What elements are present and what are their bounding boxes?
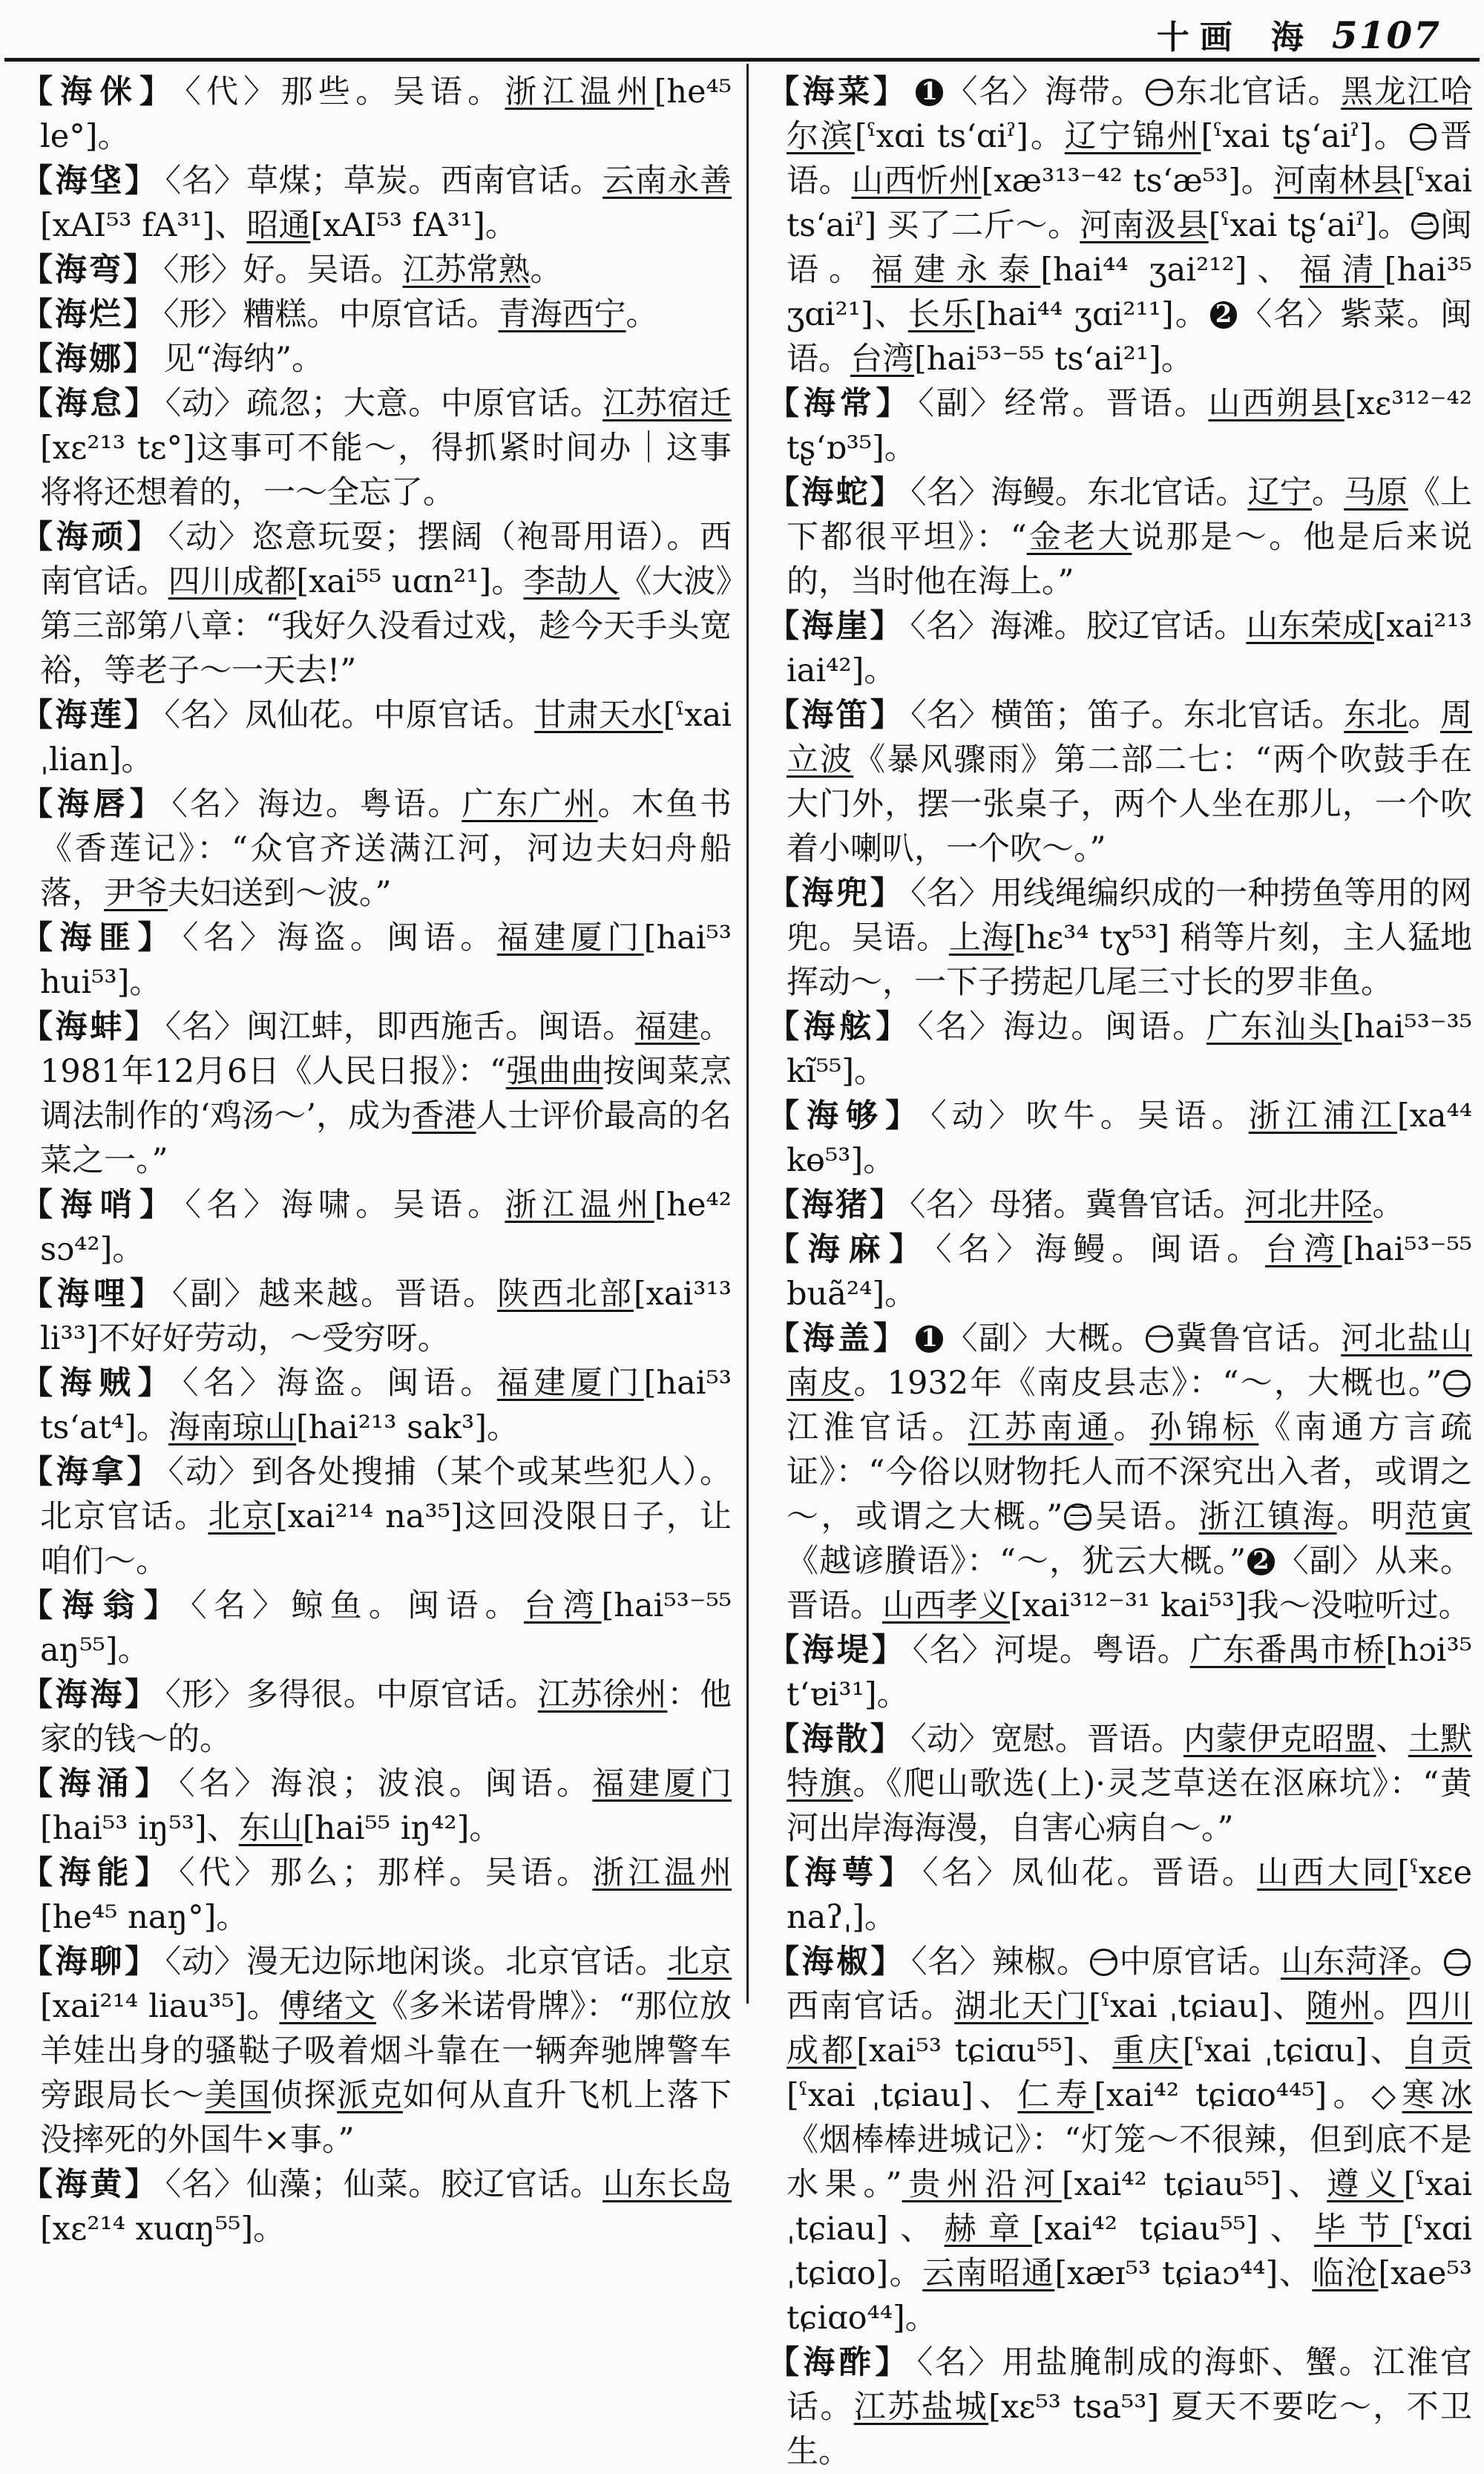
entry-text: [xæ³¹³⁻⁴² tsʻæ⁵³]。 [981,163,1274,200]
proper-name: 仁寿 [1017,2077,1094,2114]
entry-text: [hai⁵³ iŋ⁵³]、 [40,1810,239,1847]
entry-text: 江淮官话。 [787,1409,968,1446]
entry-headword: 【海涌】 [21,1765,173,1802]
entry-text: 《烟棒棒进城记》：“灯笼～不很辣，但到底不是水果。” [787,2122,1472,2203]
entry-text: 〈副〉经常。晋语。 [918,385,1209,422]
subsense-number: 三 [1064,1503,1091,1531]
radical-label: 海 [1270,19,1304,56]
entry-text: [hai⁵³⁻⁵⁵ tsʻai²¹]。 [914,341,1193,378]
proper-name: 台湾 [850,341,914,378]
proper-name: 四川成都 [168,563,297,600]
entry-headword: 【海蛇】 [767,474,905,511]
entry-text: 〈名〉河堤。粤语。 [912,1632,1190,1669]
proper-name: 金老大 [1026,519,1132,556]
dict-entry [21,1450,732,1584]
proper-name: 内蒙伊克昭盟 [1183,1721,1376,1758]
entry-headword: 【海翁】 [21,1587,186,1624]
dict-entry [767,693,1472,871]
entry-text: [ˤxai ˌtɕiau]、 [787,2077,1018,2114]
entry-headword: 【海莲】 [21,697,159,734]
entry-headword: 【海崖】 [767,608,904,645]
proper-name: 台湾 [523,1587,602,1624]
entry-headword: 【海散】 [767,1721,905,1758]
entry-text: [ˤxai tʂʻaiˀ]。 [1201,118,1408,155]
dict-entry [767,604,1472,693]
proper-name: 广东番禺市桥 [1189,1632,1386,1669]
dict-entry [21,1851,732,1940]
dict-entry [21,2162,732,2251]
entry-text: 《南通方言疏证》：“今俗以财物托人而不深究出入者，或谓之～，或谓之大概。” [787,1409,1473,1535]
dict-entry [21,1762,732,1851]
sense-number: 1 [916,79,943,106]
entry-text: 〈名〉海鳗。东北官话。 [910,474,1248,511]
dict-entry [767,1227,1472,1316]
entry-text: 西南官话。 [787,1988,955,2025]
entry-text: [xa⁴⁴ kɵ⁵³]。 [787,1097,1473,1179]
proper-name: 江苏常熟 [402,252,531,289]
proper-name: 范寅 [1405,1498,1473,1535]
entry-text: 夫妇送到～波。” [168,875,392,912]
dict-entry [21,1183,732,1272]
entry-text: 〈动〉疏忽；大意。中原官话。 [165,385,603,422]
proper-name: 山西忻州 [851,163,982,200]
entry-text: 。1981年12月6日《人民日报》：“ [40,1008,732,1090]
dict-entry [21,782,732,916]
entry-headword: 【海堤】 [767,1632,907,1669]
entry-text: 人士评价最高的名菜之一。” [40,1097,732,1179]
entry-text: 。 [530,252,562,289]
proper-name: 辽宁 [1247,474,1312,511]
entry-text: [hai⁵³ tsʻat⁴]。 [40,1365,732,1446]
entry-text: 〈形〉糟糕。中原官话。 [163,296,499,333]
proper-name: 赫章 [944,2211,1033,2248]
entry-text: 〈名〉凤仙花。晋语。 [922,1854,1258,1891]
entry-text: [hai⁵³ hui⁵³]。 [40,919,732,1001]
proper-name: 东北 [1344,697,1408,734]
proper-name: 辽宁锦州 [1064,118,1201,155]
proper-name: 福建厦门 [592,1765,732,1802]
entry-text: [ˤxai tsʻaiˀ] 买了二斤～。 [787,163,1473,244]
proper-name: 黑龙江哈尔滨 [787,73,1473,155]
entry-text: [hai⁴⁴ ʒai²¹²]、 [1040,252,1300,289]
proper-name: 云南昭通 [922,2255,1055,2292]
entry-text: 〈名〉母猪。冀鲁官话。 [910,1187,1245,1224]
proper-name: 江苏盐城 [853,2389,989,2426]
entry-text: 〈名〉海盗。闽语。 [182,919,497,957]
proper-name: 上海 [948,919,1014,957]
proper-name: 山东荣成 [1246,608,1374,645]
proper-name: 东山 [238,1810,303,1847]
entry-text: 。 [1372,1187,1405,1224]
proper-name: 重庆 [1112,2032,1183,2070]
subsense-number: 二 [1443,1370,1471,1397]
proper-name: 青海西宁 [498,296,626,333]
entry-text: [xAI⁵³ fA³¹]。 [310,207,517,244]
proper-name: 福建 [634,1008,700,1046]
entry-headword: 【海盖】 [767,1320,909,1357]
entry-text: 〈动〉宽慰。晋语。 [910,1721,1183,1758]
entry-text: ：他家的钱～的。 [40,1676,732,1758]
entry-text: 。 [1373,1988,1407,2025]
proper-name: 广东汕头 [1206,1008,1342,1046]
entry-text: [xai²¹⁴ liau³⁵]。 [40,1988,280,2025]
sense-number: 2 [1210,301,1238,329]
entry-headword: 【海哩】 [21,1276,166,1313]
entry-headword: 【海常】 [767,385,913,422]
subsense-number: 一 [1146,79,1173,106]
entry-text: 闽语。 [787,207,1473,289]
proper-name: 广东广州 [462,786,598,823]
entry-text: 〈名〉横笛；笛子。东北官话。 [910,697,1345,734]
entry-headword: 【海顽】 [21,519,162,556]
entry-text: [xε²¹⁴ xuɑŋ⁵⁵]。 [40,2211,286,2248]
entry-text: 〈副〉越来越。晋语。 [171,1276,498,1313]
dict-entry [767,1851,1472,1940]
proper-name: 北京 [208,1498,276,1535]
proper-name: 海南琼山 [168,1409,296,1446]
proper-name: 湖北天门 [954,1988,1089,2025]
entry-headword: 【海能】 [21,1854,173,1891]
entry-text: [hai⁴⁴ ʒɑi²¹¹]。 [974,296,1209,333]
entry-text: 〈名〉用线绳编织成的一种捞鱼等用的网兜。吴语。 [787,875,1473,957]
proper-name: 河北井陉 [1244,1187,1373,1224]
entry-headword: 【海哨】 [21,1187,180,1224]
entry-text: 。1932年《南皮县志》：“～，大概也。” [853,1365,1442,1402]
proper-name: 山西孝义 [882,1587,1010,1624]
entry-text: 。 [1408,697,1441,734]
proper-name: 遵义 [1327,2166,1404,2203]
proper-name: 强曲曲 [505,1053,603,1090]
entry-text: 〈动〉吹牛。吴语。 [930,1097,1249,1135]
proper-name: 云南永善 [603,163,732,200]
proper-name: 山西朔县 [1208,385,1345,422]
entry-headword: 【海麻】 [767,1231,930,1268]
entry-text: 《越谚賸语》：“～，犹云大概。” [787,1543,1247,1580]
proper-name: 陕西北部 [497,1276,634,1313]
subsense-number: 一 [1146,1325,1173,1353]
entry-text: [xε²¹³ tε°]这事可不能～，得抓紧时间办｜这事将将还想着的，一～全忘了。 [40,430,732,511]
proper-name: 福建永泰 [871,252,1041,289]
stroke-section-label: 十画 [1156,19,1243,56]
entry-headword: 【海拿】 [21,1454,162,1491]
proper-name: 尹爷 [104,875,168,912]
entry-headword: 【海够】 [767,1097,925,1135]
dict-entry [767,2340,1472,2474]
proper-name: 孙锦标 [1149,1409,1259,1446]
entry-text: 。 [626,296,658,333]
column-divider [746,64,749,2004]
proper-name: 寒冰 [1402,2077,1473,2114]
dict-entry [21,1584,732,1673]
entry-text: 〈副〉从来。晋语。 [787,1543,1473,1624]
entry-text: 吴语。 [1092,1498,1199,1535]
entry-text: 〈名〉海滩。胶辽官话。 [910,608,1247,645]
entry-text: 东北官话。 [1174,73,1342,111]
entry-text: [he⁴² sɔ⁴²]。 [40,1187,732,1268]
entry-text: 〈名〉仙藻；仙菜。胶辽官话。 [165,2166,603,2203]
entry-text: 晋语。 [787,118,1473,200]
entry-text: 〈名〉紫菜。闽语。 [787,296,1473,378]
entry-headword: 【海匪】 [21,919,177,957]
dict-entry [21,515,732,693]
entry-text: [xai³¹²⁻³¹ kai⁵³]我～没啦听过。 [1010,1587,1471,1624]
entry-text: [ˤxai ˌtɕiau]、 [1089,1988,1307,2025]
entry-headword: 【海酢】 [767,2344,911,2381]
proper-name: 马原 [1344,474,1408,511]
entry-text: 见“海纳”。 [163,341,324,378]
left-column [21,70,732,2251]
entry-text: [hai⁵⁵ iŋ⁴²]。 [302,1810,502,1847]
proper-name: 随州 [1306,1988,1373,2025]
entry-text: [ˤxai ˌtɕiɑu]、 [1182,2032,1405,2070]
dict-entry [767,1094,1472,1183]
entry-headword: 【海侎】 [21,73,180,111]
proper-name: 李劼人 [523,563,620,600]
proper-name: 河北盐山 [1341,1320,1473,1357]
entry-text: 中原官话。 [1119,1943,1281,1981]
subsense-number: 二 [1410,123,1437,151]
entry-text: [ˤxɑi tsʻɑiˀ]。 [854,118,1065,155]
dict-entry [767,470,1472,604]
entry-headword: 【海猪】 [767,1187,904,1224]
entry-text: 〈形〉多得很。中原官话。 [165,1676,538,1713]
entry-text: [he⁴⁵ le°]。 [40,73,732,155]
dict-entry [767,871,1472,1005]
entry-text: 。 [1410,1943,1442,1981]
entry-headword: 【海萼】 [767,1854,917,1891]
entry-text: 〈形〉好。吴语。 [163,252,403,289]
dict-entry [767,1940,1472,2340]
proper-name: 贵州沿河 [902,2166,1062,2203]
entry-text: 。 [1311,474,1345,511]
entry-text: 〈动〉漫无边际地闲谈。北京官话。 [165,1943,668,1981]
entry-headword: 【海蚌】 [21,1008,160,1046]
entry-text: 〈名〉海鳗。闽语。 [935,1231,1266,1268]
entry-text: 〈名〉海带。 [944,73,1145,111]
dict-entry [767,1005,1472,1094]
proper-name: 山东长岛 [603,2166,732,2203]
proper-name: 福建厦门 [496,919,644,957]
entry-text: [ˤxai ˌtɕiau]、 [787,2166,1473,2248]
proper-name: 四川成都 [787,1988,1473,2070]
dict-entry [767,1183,1472,1227]
entry-text: 。木鱼书《香莲记》：“众官齐送满江河，河边夫妇舟船落， [40,786,732,912]
proper-name: 派克 [337,2077,403,2114]
proper-name: 浙江浦江 [1248,1097,1397,1135]
proper-name: 美国 [205,2077,272,2114]
proper-name: 毕节 [1314,2211,1402,2248]
entry-text: 按闽菜烹调法制作的‘鸡汤～’，成为 [40,1053,732,1135]
dict-entry [21,1272,732,1361]
entry-text: 〈动〉到各处搜捕（某个或某些犯人）。北京官话。 [40,1454,732,1535]
sense-number: 1 [916,1325,943,1353]
proper-name: 浙江温州 [505,1187,654,1224]
entry-headword: 【海聊】 [21,1943,160,1981]
entry-text: [xai⁵³ tɕiɑu⁵⁵]、 [856,2032,1113,2070]
entry-text: [hai²¹³ sak³]。 [295,1409,519,1446]
dict-entry [21,70,732,159]
entry-headword: 【海椒】 [767,1943,906,1981]
dict-entry [21,381,732,515]
proper-name: 浙江温州 [505,73,654,111]
proper-name: 河南林县 [1273,163,1404,200]
entry-text: 。明 [1336,1498,1406,1535]
proper-name: 河南汲县 [1080,207,1209,244]
entry-headword: 【海弯】 [21,252,157,289]
entry-text: [hai⁵³⁻⁵⁵ buã²⁴]。 [787,1231,1473,1313]
dict-entry [767,1316,1472,1628]
entry-text: [xai⁴² tɕiau⁵⁵]、 [1061,2166,1327,2203]
proper-name: 长乐 [907,296,975,333]
dict-entry [21,1673,732,1762]
entry-text: 〈名〉草煤；草炭。西南官话。 [165,163,603,200]
entry-text: 。《爬山歌选(上)·灵芝草送在沤麻坑》：“黄河出岸海海漫，自害心病自～。” [787,1765,1473,1847]
dict-entry [21,248,732,292]
dict-entry [21,1005,732,1183]
entry-text: [hɔi³⁵ tʻɐi³¹]。 [787,1632,1473,1713]
entry-text: [xε⁵³ tsa⁵³] 夏天不要吃～，不卫生。 [787,2389,1473,2470]
subsense-number: 一 [1090,1949,1117,1976]
page-number: 5107 [1331,13,1441,57]
entry-text: 。 [1113,1409,1150,1446]
entry-text: 〈名〉凤仙花。中原官话。 [164,697,535,734]
header-rule [4,58,1480,62]
entry-text: 〈名〉闽江蚌，即西施舌。闽语。 [165,1008,635,1046]
entry-headword: 【海笛】 [767,697,905,734]
entry-text: [ˤxai ˌlian]。 [40,697,732,778]
dict-entry [21,916,732,1005]
proper-name: 自贡 [1405,2032,1473,2070]
proper-name: 山西大同 [1257,1854,1398,1891]
entry-headword: 【海兜】 [767,875,905,912]
entry-headword: 【海垡】 [21,163,160,200]
entry-text: [xε³¹²⁻⁴² tʂʻɒ³⁵]。 [787,385,1473,467]
proper-name: 山东菏泽 [1281,1943,1411,1981]
proper-name: 南皮 [787,1365,854,1402]
entry-text: [xai⁵⁵ uɑn²¹]。 [296,563,524,600]
sense-number: 2 [1247,1548,1275,1575]
entry-text: [xai⁴² tɕiau⁵⁵]、 [1032,2211,1315,2248]
entry-text: [xai³¹³ li³³]不好好劳动，～受穷呀。 [40,1276,732,1357]
proper-name: 昭通 [246,207,311,244]
entry-headword: 【海娜】 [21,341,157,378]
entry-text: 〈代〉那么；那样。吴语。 [178,1854,593,1891]
entry-text: 〈名〉海盗。闽语。 [182,1365,497,1402]
proper-name: 临沧 [1312,2255,1379,2292]
proper-name: 周立波 [787,697,1473,778]
entry-text: 如何从直升飞机上落下没摔死的外国牛×事。” [40,2077,732,2159]
entry-text: [ˤxai tʂʻaiˀ]。 [1208,207,1411,244]
entry-text: 〈名〉辣椒。 [911,1943,1089,1981]
dict-entry [767,381,1472,470]
dict-entry [767,1628,1472,1717]
proper-name: 浙江镇海 [1198,1498,1337,1535]
entry-text: [he⁴⁵ naŋ°]。 [40,1899,249,1936]
subsense-number: 三 [1411,212,1439,240]
dict-entry [767,1717,1472,1851]
entry-text: 说那是～。他是后来说的，当时他在海上。” [787,519,1473,600]
entry-headword: 【海菜】 [767,73,909,111]
proper-name: 江苏南通 [968,1409,1114,1446]
entry-text: 侦探 [271,2077,338,2114]
entry-text: 〈名〉用盐腌制成的海虾、蟹。江淮官话。 [787,2344,1473,2426]
proper-name: 江苏徐州 [537,1676,668,1713]
proper-name: 傅绪文 [279,1988,376,2025]
entry-text: 〈名〉海边。粤语。 [171,786,462,823]
entry-text: 〈名〉鲸鱼。闽语。 [191,1587,524,1624]
entry-text: 《暴风骤雨》第二部二七：“两个吹鼓手在大门外，摆一张桌子，两个人坐在那儿，一个吹着小喇叭，一个吹～。” [787,741,1472,867]
entry-text: 〈动〉恣意玩耍；摆阔（袍哥用语）。西南官话。 [40,519,732,600]
proper-name: 福清 [1299,252,1385,289]
entry-headword: 【海唇】 [21,786,166,823]
entry-text: 《大波》第三部第八章：“我好久没看过戏，趁今天手头宽裕，等老子～一天去!” [40,563,732,689]
entry-text: [ˤxεe naʔˌ]。 [787,1854,1473,1936]
entry-text: 、 [1376,1721,1408,1758]
dict-entry [21,337,732,381]
dict-entry [21,292,732,337]
proper-name: 台湾 [1265,1231,1342,1268]
entry-headword: 【海舷】 [767,1008,912,1046]
entry-text: 《上下都很平坦》：“ [787,474,1473,556]
entry-text: 〈名〉海边。闽语。 [917,1008,1206,1046]
proper-name: 江苏宿迁 [603,385,732,422]
proper-name: 福建厦门 [496,1365,644,1402]
entry-text: [xai²¹³ iai⁴²]。 [787,608,1473,689]
entry-text: [hai⁵³⁻³⁵ kĩ⁵⁵]。 [787,1008,1473,1090]
entry-text: [hai³⁵ ʒɑi²¹]、 [787,252,1473,333]
proper-name: 浙江温州 [592,1854,732,1891]
entry-headword: 【海怠】 [21,385,160,422]
entry-text: [hε³⁴ tɣ⁵³] 稍等片刻，主人猛地挥动～，一下子捞起几尾三寸长的罗非鱼。 [787,919,1473,1001]
entry-headword: 【海海】 [21,1676,160,1713]
entry-text: 〈代〉那些。吴语。 [185,73,505,111]
entry-text [1472,1320,1484,1357]
entry-text: [xae⁵³ tɕiɑo⁴⁴]。 [787,2255,1472,2337]
entry-text: [xai⁴² tɕiɑo⁴⁴⁵]。◇ [1094,2077,1402,2114]
dict-entry [21,693,732,782]
entry-text: 冀鲁官话。 [1174,1320,1342,1357]
entry-text: 〈副〉大概。 [944,1320,1145,1357]
entry-text: 《多米诺骨牌》：“那位放羊娃出身的骚鞑子吸着烟斗靠在一辆奔驰牌警车旁跟局长～ [40,1988,732,2114]
right-column [767,70,1472,2474]
entry-text: [xæɪ⁵³ tɕiaɔ⁴⁴]、 [1054,2255,1313,2292]
subsense-number: 二 [1444,1949,1471,1976]
proper-name: 北京 [667,1943,732,1981]
dict-entry [21,159,732,248]
proper-name: 香港 [412,1097,476,1135]
entry-text: [xai²¹⁴ na³⁵]这回没限日子，让咱们～。 [40,1498,732,1580]
dict-entry [21,1361,732,1450]
proper-name: 甘肃天水 [534,697,663,734]
entry-text: [xAI⁵³ fA³¹]、 [40,207,247,244]
entry-text: 〈名〉海浪；波浪。闽语。 [178,1765,593,1802]
entry-headword: 【海烂】 [21,296,157,333]
dict-entry [21,1940,732,2162]
entry-headword: 【海黄】 [21,2166,160,2203]
entry-text: [ˤxɑi ˌtɕiɑo]。 [787,2211,1473,2292]
dict-entry [767,70,1472,381]
entry-text: [hai⁵³⁻⁵⁵ aŋ⁵⁵]。 [40,1587,732,1669]
proper-name: 土默特旗 [787,1721,1473,1802]
page-header [1157,10,1441,58]
entry-text: 〈名〉海啸。吴语。 [185,1187,505,1224]
entry-headword: 【海贼】 [21,1365,177,1402]
